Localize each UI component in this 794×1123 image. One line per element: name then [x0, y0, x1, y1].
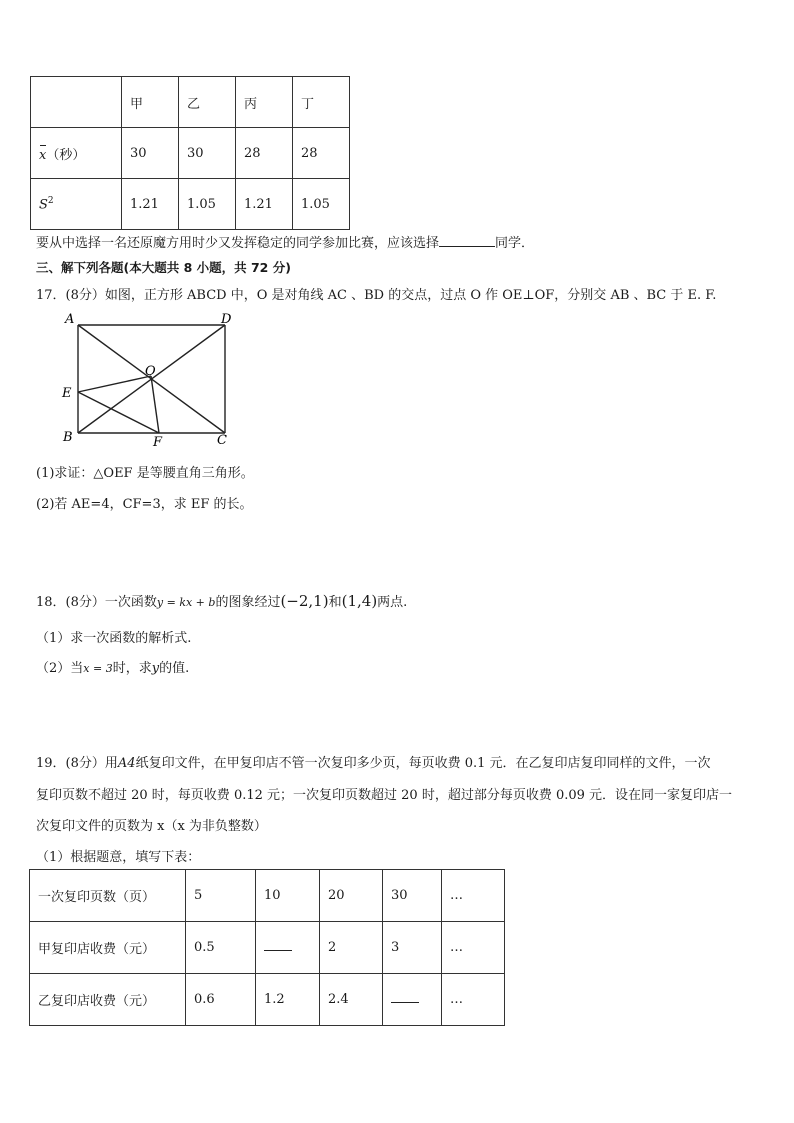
label-E: E [62, 386, 72, 401]
table-row [31, 128, 350, 179]
table-cell: 30 [383, 870, 442, 922]
q18-part2: （2）当x = 3时，求y的值. [36, 661, 190, 676]
table-row [31, 77, 350, 128]
formula: y = kx + b [156, 596, 216, 609]
label-C: C [217, 433, 227, 448]
table-row [31, 179, 350, 230]
q19-line2: 复印页数不超过 20 时，每页收费 0.12 元；一次复印页数超过 20 时，超过部分每页收费 0.09 元．设在同一家复印店一 [36, 788, 733, 803]
q17-stem: 17．(8分）如图，正方形 ABCD 中，O 是对角线 AC 、BD 的交点，过点 O 作 OE⊥OF，分别交 AB 、BC 于 E. F. [36, 288, 717, 303]
table-header-cell [31, 77, 122, 128]
table-row [30, 974, 505, 1026]
mean-row-label: x（秒） [31, 128, 122, 179]
label-O: O [145, 364, 156, 379]
q19-part1: （1）根据题意，填写下表： [36, 850, 201, 865]
table-cell: … [442, 922, 505, 974]
table-cell: 0.6 [186, 974, 256, 1026]
answer-blank[interactable] [264, 940, 292, 951]
q18-stem: 18．(8分）一次函数y = kx + b的图象经过(−2,1)和(1,4)两点. [36, 592, 408, 610]
table-header-cell: 乙 [179, 77, 236, 128]
label-B: B [63, 430, 73, 445]
stats-table [30, 76, 350, 230]
q18-part1: （1）求一次函数的解析式. [36, 631, 192, 646]
copy-fee-table [29, 869, 505, 1026]
table-cell [256, 922, 320, 974]
table-row [30, 870, 505, 922]
table-header-cell: 丁 [293, 77, 350, 128]
table-row [30, 922, 505, 974]
table-cell: 3 [383, 922, 442, 974]
table-cell: 2 [320, 922, 383, 974]
table-cell: 1.05 [293, 179, 350, 230]
q19-line1: 19．(8分）用A4纸复印文件，在甲复印店不管一次复印多少页，每页收费 0.1 元．在乙复印店复印同样的文件，一次 [36, 756, 711, 771]
answer-blank[interactable] [391, 992, 419, 1003]
q16-text: 要从中选择一名还原魔方用时少又发挥稳定的同学参加比赛，应该选择 同学． [36, 236, 535, 251]
table-cell: 10 [256, 870, 320, 922]
table-cell: 2.4 [320, 974, 383, 1026]
label-A: A [65, 312, 75, 327]
answer-blank[interactable] [439, 234, 495, 247]
table-cell: 30 [122, 128, 179, 179]
table-cell: … [442, 870, 505, 922]
table-cell: 1.05 [179, 179, 236, 230]
mean-symbol: x [39, 147, 47, 163]
table-cell: 5 [186, 870, 256, 922]
table-cell: 28 [236, 128, 293, 179]
square-figure [56, 308, 246, 450]
table-cell: 30 [179, 128, 236, 179]
point-1: (−2,1) [280, 592, 329, 610]
table-header-cell: 丙 [236, 77, 293, 128]
table-cell: 20 [320, 870, 383, 922]
q19-line3: 次复印文件的页数为 x（x 为非负整数） [36, 819, 267, 834]
row-label: 乙复印店收费（元） [30, 974, 186, 1026]
point-2: (1,4) [341, 592, 378, 610]
variance-row-label: $S^2$ [31, 179, 122, 230]
q17-part1: (1)求证：△OEF 是等腰直角三角形。 [36, 466, 254, 481]
table-cell: 0.5 [186, 922, 256, 974]
table-cell [383, 974, 442, 1026]
table-header-cell: 甲 [122, 77, 179, 128]
section-title: 三、解下列各题(本大题共 8 小题，共 72 分) [36, 260, 291, 275]
table-cell: 1.21 [122, 179, 179, 230]
table-cell: 1.2 [256, 974, 320, 1026]
table-cell: … [442, 974, 505, 1026]
row-label: 甲复印店收费（元） [30, 922, 186, 974]
label-F: F [153, 435, 163, 450]
table-cell: 1.21 [236, 179, 293, 230]
q17-part2: (2)若 AE=4，CF=3，求 EF 的长。 [36, 497, 253, 512]
row-label: 一次复印页数（页） [30, 870, 186, 922]
table-cell: 28 [293, 128, 350, 179]
label-D: D [221, 312, 232, 327]
